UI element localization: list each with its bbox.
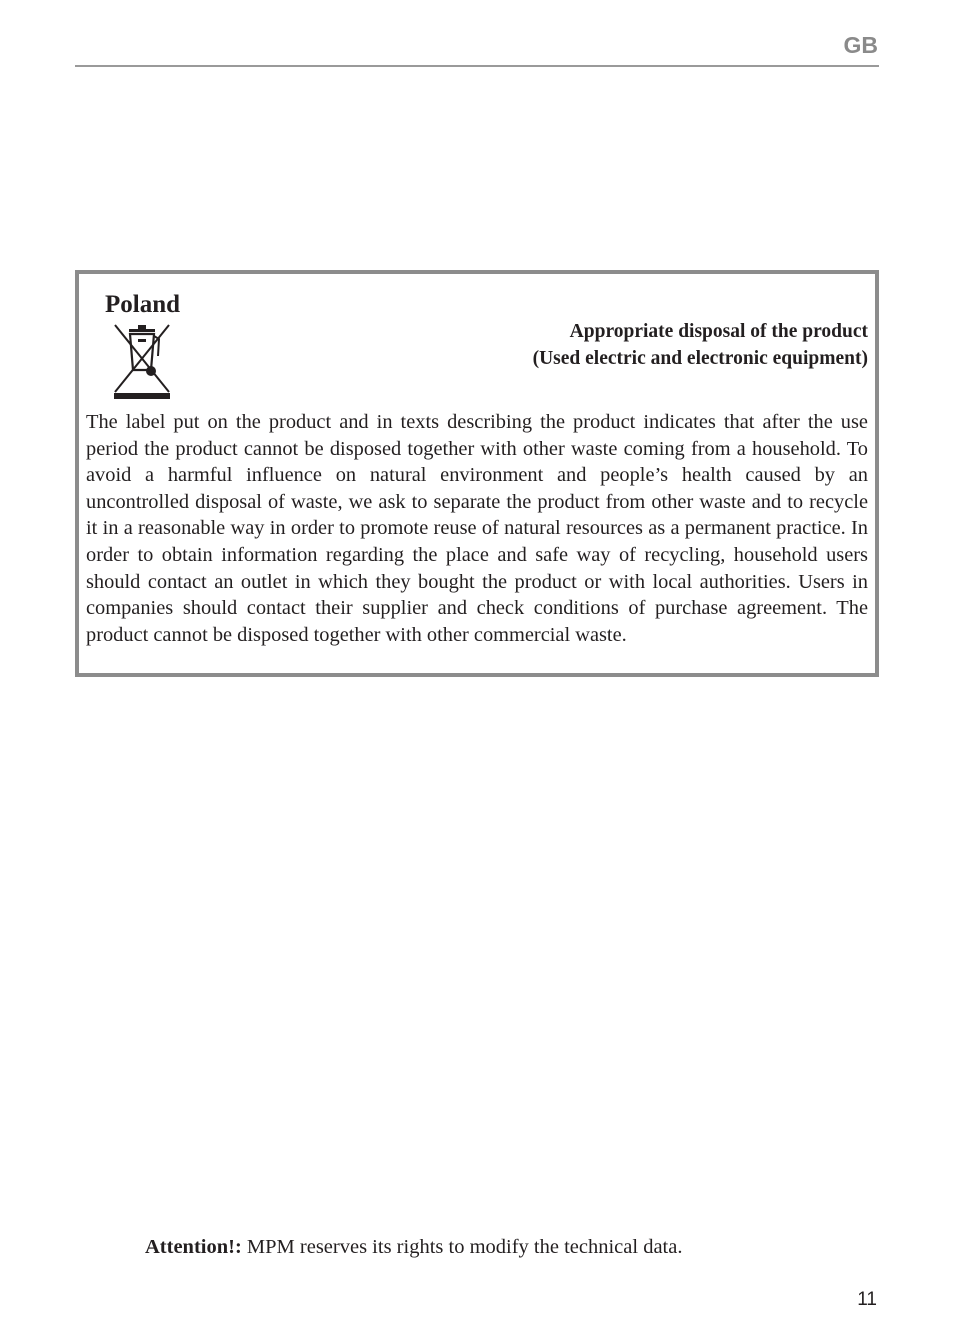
language-code: GB (843, 32, 878, 58)
disposal-heading (533, 318, 868, 372)
attention-note (145, 1235, 682, 1260)
crossed-out-wheelie-bin-icon (109, 322, 175, 400)
attention-text: MPM reserves its rights to modify the technical data. (241, 1236, 683, 1258)
header-divider (75, 65, 879, 67)
disposal-heading-line: (Used electric and electronic equipment) (532, 348, 868, 369)
attention-label: Attention!: (145, 1236, 242, 1258)
page-number: 11 (857, 1289, 877, 1310)
disposal-notice-box (75, 270, 879, 677)
disposal-body-text: The label put on the product and in texts describing the product indicates that after the use period the product cannot be disposed together with other waste coming from a household. To avoid a harmful influence on natural environment and people’s health caused by an uncontrolled disposal of waste, we ask to separate the product from other waste and to recycle it in a reasonable way in order to promote reuse of natural resources as a permanent practice. In order to obtain information regarding the place and safe way of recycling, household users should contact an outlet in which they bought the product or with local authorities. Users in companies should contact their supplier and check conditions of purchase agreement. The product cannot be disposed together with other commercial waste. (86, 411, 868, 646)
country-title: Poland (105, 291, 181, 318)
disposal-heading-line: Appropriate disposal of the product (569, 321, 868, 342)
